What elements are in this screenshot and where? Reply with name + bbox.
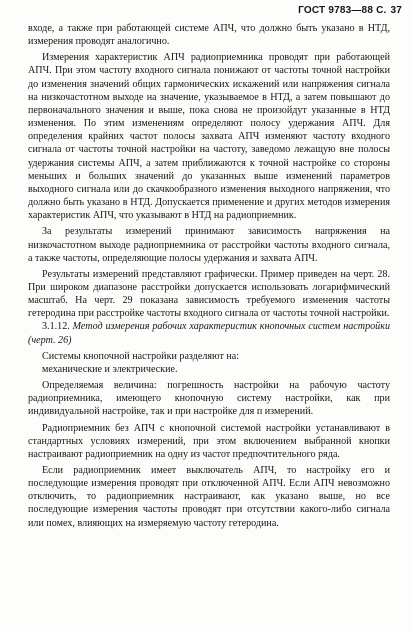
page-header	[298, 5, 402, 16]
paragraph-apc-results: За результаты измерений принимают зависимость напряжения на низкочастотном выходе радиоприемника от расстройки частоты входного сигнала, а также частоты, определяющие полосы удержания и захвата АПЧ.	[28, 226, 390, 264]
paragraph-graph-results: Результаты измерений представляют графически. Пример приведен на черт. 28. При широком диапазоне расстройки допускается использовать логарифмический масштаб. На черт. 29 показана зависимость требуемого изменения частоты гетеродина при расстройке частоты входного сигнала от частоты точной настройки.	[28, 268, 390, 320]
paragraph-continuation: входе, а также при работающей системе АПЧ, что должно быть указано в НТД, измерения проводят аналогично.	[28, 23, 390, 48]
section-heading-3-1-12	[28, 320, 390, 346]
paragraph-systems-division: Системы кнопочной настройки разделяют на:	[42, 350, 240, 362]
standard-reference: ГОСТ 9783—88 С.	[298, 5, 387, 16]
section-number: 3.1.12.	[42, 321, 70, 333]
body-text	[28, 22, 390, 530]
paragraph-receiver-setup: Радиоприемник без АПЧ с кнопочной системой настройки устанавливают в стандартных условиях измерений, при этом включением выбранной кнопки настраивают радиоприемник на одну из частот предпочтительного ряда.	[28, 422, 390, 460]
paragraph-systems-types: механические и электрические.	[42, 363, 178, 375]
page-number: 37	[390, 5, 402, 16]
paragraph-measured-quantity: Определяемая величина: погрешность настройки на рабочую частоту радиоприемника, имеющего кнопочную систему настройки, как при индивидуальной настройке, так и при настройке для п измерений.	[28, 380, 390, 418]
section-title: Метод измерения рабочих характеристик кнопочных систем настройки (черт. 26)	[28, 321, 390, 346]
paragraph-apc-measurement: Измерения характеристик АПЧ радиоприемника проводят при работающей АПЧ. При этом частоту входного сигнала понижают от частоты точной настройки до изменения значений общих гармонических искажений или напряжения сигнала на низкочастотном выходе на значение, указываемое в НТД, а затем повышают до первоначального значения и выше, пока снова не произойдут указанные в НТД изменения. По этим изменениям определяют полосу удержания АПЧ. Для определения крайних частот полосы захвата АПЧ изменяют частоту входного сигнала от частоты точной настройки на частоту, заведомо лежащую вне полосы удержания системы АПЧ, а затем приближаются к точной настройке со стороны меньших и больших значений до указанных выше изменений параметров выходного сигнала или до скачкообразного изменения выходного напряжения, что должно быть указано в НТД. Допускается применение и других методов измерения характеристик АПЧ, что указывают в НТД на радиоприемник.	[28, 52, 390, 222]
paragraph-apc-switch: Если радиоприемник имеет выключатель АПЧ, то настройку его и последующие измерения проводят при отключенной АПЧ. Если АПЧ невозможно отключить, то радиоприемник настраивают, как указано выше, но все последующие измерения частоты проводят при отсутствии какого-либо сигнала или помех, влияющих на измеряемую частоту гетеродина.	[28, 465, 390, 529]
